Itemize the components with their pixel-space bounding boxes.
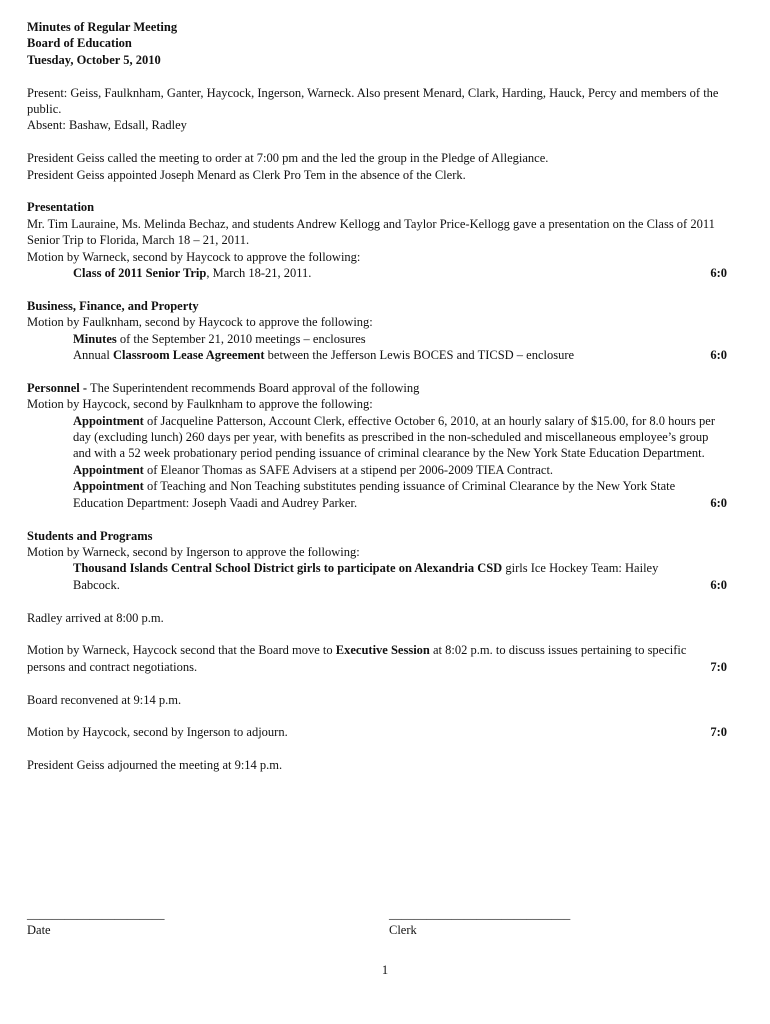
clerk-label: Clerk (389, 923, 417, 938)
section-heading: Students and Programs (27, 528, 153, 543)
motion-text: Motion by Warneck, Haycock second that the Board move to (27, 643, 336, 658)
item-bold: Minutes (73, 331, 117, 346)
header-date: Tuesday, October 5, 2010 (27, 52, 161, 67)
item-bold: Thousand Islands Central School District girls to participate on Alexandria CSD (73, 561, 503, 576)
item-text: girls Ice Hockey Team: Hailey Babcock. (73, 561, 659, 592)
presentation-text: Mr. Tim Lauraine, Ms. Melinda Bechaz, and students Andrew Kellogg and Taylor Price-Kellogg gave a presentation on the Class of 2011 Senior Trip to Florida, March 18 – 21, 2011. (27, 216, 715, 248)
clerk-signature (389, 906, 570, 939)
item-text: of Eleanor Thomas as SAFE Advisers at a stipend per 2006-2009 TIEA Contract. (143, 462, 554, 477)
business-section (27, 298, 727, 364)
item-bold: Appointment (73, 413, 144, 428)
motion-text: Motion by Faulknham, second by Haycock to approve the following: (27, 315, 373, 330)
section-heading: Presentation (27, 200, 95, 215)
motion-text: Motion by Haycock, second by Ingerson to adjourn. (27, 725, 288, 740)
intro-text: The Superintendent recommends Board approval of the following (87, 380, 420, 395)
document-header (27, 19, 727, 68)
item-bold: Classroom Lease Agreement (112, 348, 265, 363)
clerk-appointment: President Geiss appointed Joseph Menard as Clerk Pro Tem in the absence of the Clerk. (27, 167, 466, 182)
personnel-section (27, 380, 727, 511)
motion-item (27, 331, 727, 347)
date-label: Date (27, 923, 51, 938)
item-text: of the September 21, 2010 meetings – enclosures (116, 331, 366, 346)
adjourn-motion (27, 724, 727, 740)
vote-tally: 6:0 (710, 577, 727, 592)
reconvene-note: Board reconvened at 9:14 p.m. (27, 692, 182, 707)
date-signature (27, 906, 165, 939)
personnel-intro (27, 380, 727, 396)
item-bold: Executive Session (335, 643, 430, 658)
header-board: Board of Education (27, 36, 132, 51)
opening-section (27, 150, 727, 183)
present-list: Present: Geiss, Faulknham, Ganter, Haycock, Ingerson, Warneck. Also present Menard, Clark, Harding, Hauck, Percy and members of the public. (27, 85, 719, 117)
vote-tally: 7:0 (710, 659, 727, 674)
motion-text: Motion by Haycock, second by Faulknham to approve the following: (27, 397, 373, 412)
item-text: , March 18-21, 2011. (206, 266, 312, 281)
vote-tally: 6:0 (710, 266, 727, 281)
vote-tally: 6:0 (710, 348, 727, 363)
presentation-section (27, 199, 727, 281)
item-text: of Teaching and Non Teaching substitutes pending issuance of Criminal Clearance by the New York State Education Department: Joseph Vaadi and Audrey Parker. (73, 479, 676, 510)
executive-session-motion (27, 642, 727, 675)
radley-arrival: Radley arrived at 8:00 p.m. (27, 610, 164, 625)
motion-item (27, 265, 727, 281)
item-bold: Appointment (73, 462, 144, 477)
item-text: of Jacqueline Patterson, Account Clerk, effective October 6, 2010, at an hourly salary of $15.00, for 8.0 hours per day (excluding lunch) 260 days per year, with benefits as prescribed in the non-scheduled and miscellaneous employee’s group and with a 52 week probationary period pending issuance of criminal clearance by the New York State Education Department. (73, 413, 715, 461)
page-number: 1 (381, 963, 389, 977)
students-section (27, 528, 727, 594)
item-text: Annual (73, 348, 113, 363)
vote-tally: 6:0 (710, 495, 727, 510)
header-title: Minutes of Regular Meeting (27, 20, 178, 34)
absent-list: Absent: Bashaw, Edsall, Radley (27, 118, 187, 133)
motion-item (27, 347, 727, 363)
call-to-order: President Geiss called the meeting to order at 7:00 pm and the led the group in the Pledge of Allegiance. (27, 151, 549, 166)
item-bold: Appointment (73, 479, 144, 494)
motion-item (27, 413, 727, 462)
motion-text: Motion by Warneck, second by Haycock to approve the following: (27, 249, 361, 264)
item-bold: Class of 2011 Senior Trip (73, 266, 207, 281)
section-heading: Business, Finance, and Property (27, 298, 199, 313)
motion-item (27, 478, 727, 511)
adjournment-note: President Geiss adjourned the meeting at 9:14 p.m. (27, 758, 283, 773)
motion-text: at 8:02 p.m. to discuss issues pertaining to specific persons and contract negotiations. (27, 643, 687, 674)
motion-item (27, 462, 727, 478)
minutes-document (27, 19, 727, 790)
item-text: between the Jefferson Lewis BOCES and TICSD – enclosure (264, 348, 575, 363)
section-heading: Personnel - (27, 380, 88, 395)
clerk-signature-line: _____________________________ (389, 907, 571, 921)
vote-tally: 7:0 (710, 725, 727, 740)
date-signature-line: ______________________ (27, 907, 165, 921)
attendance-section (27, 85, 727, 134)
motion-text: Motion by Warneck, second by Ingerson to approve the following: (27, 544, 360, 559)
motion-item (27, 560, 727, 593)
